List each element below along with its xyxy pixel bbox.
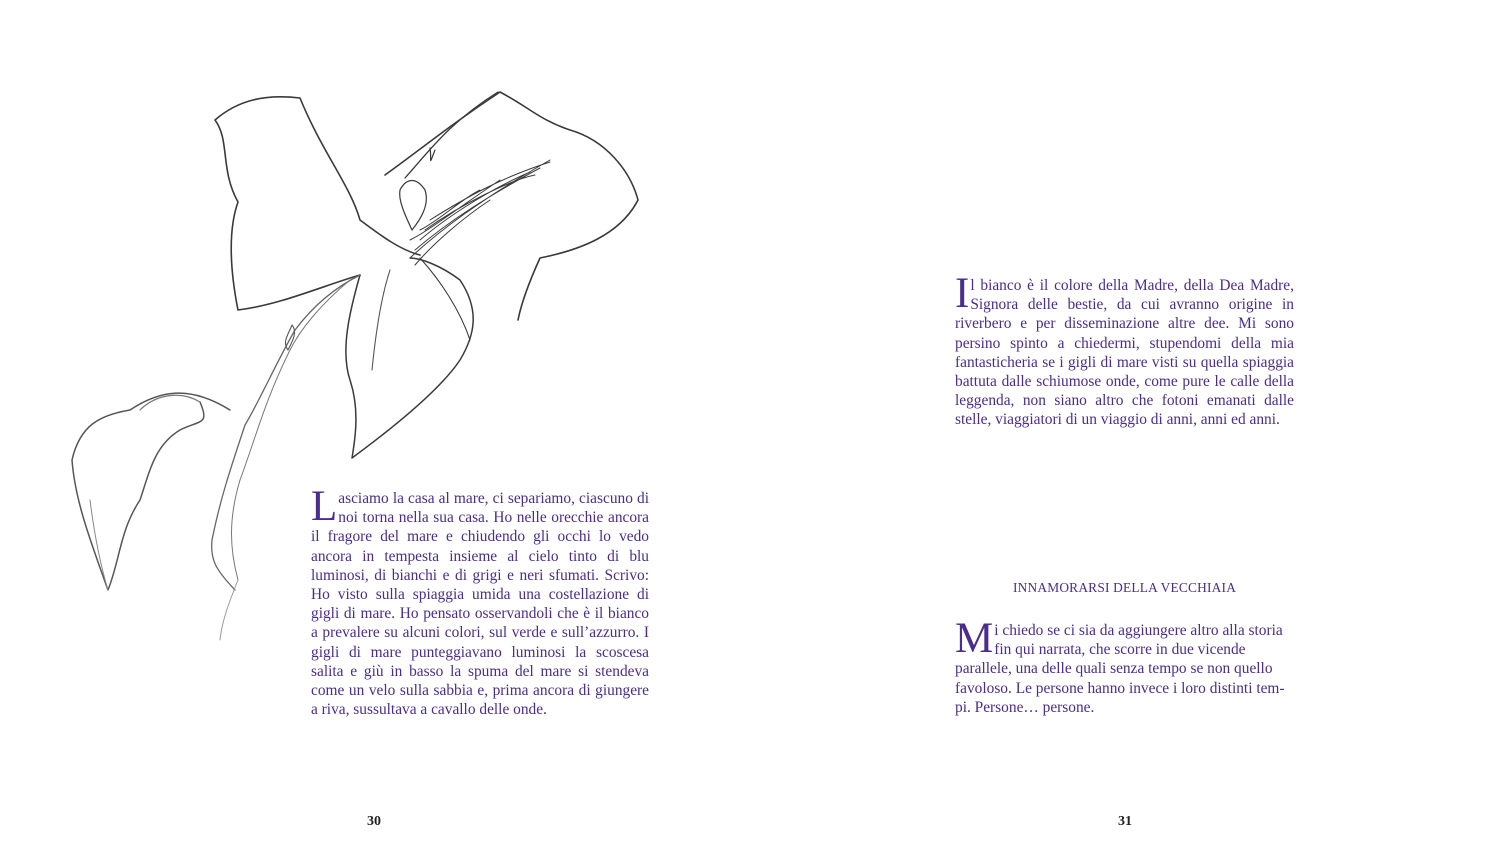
paragraph-text: i chiedo se ci sia da aggiungere altro alla storia fin qui narrata, che scorre in due vicende parallele, una delle quali senza tempo se non quello favoloso. Le persone hanno invece i loro distinti tempi. Persone… persone.	[955, 622, 1285, 716]
body-paragraph-left	[311, 483, 649, 719]
body-paragraph-right-top	[955, 270, 1294, 430]
sketch-stamen	[410, 160, 550, 265]
section-title: INNAMORARSI DELLA VECCHIAIA	[1012, 580, 1237, 595]
body-paragraph-right-bottom	[955, 615, 1294, 717]
sketch-petal-bottom	[346, 258, 473, 458]
page-number: 31	[1118, 814, 1132, 829]
sketch-petal-top	[405, 92, 498, 178]
dropcap-letter: L	[311, 483, 338, 530]
sketch-petal-left	[215, 97, 420, 310]
paragraph-text: asciamo la casa al mare, ci separiamo, ciascuno di noi torna nella sua casa. Ho nelle orecchie ancora il fragore del mare e chiudendo gli occhi lo vedo ancora in tempesta insieme al cielo tinto di blu luminosi, di bianchi e di grigi e neri sfumati. Scrivo: Ho visto sulla spiaggia umida una costellazione di gigli di mare. Ho pensato osservandoli che è il bianco a prevalere su alcuni colori, sul verde e sull’azzurro. I gigli di mare punteggiavano luminosi la scoscesa salita e giù in basso la spuma del mare si stendeva come un velo sulla sabbia e, prima ancora di giungere a riva, sussultava a cavallo delle onde.	[311, 490, 649, 719]
paragraph-text: l bianco è il colore della Madre, della Dea Madre, Signora delle bestie, da cui avranno origine in riverbero e per disseminazione altre dee. Mi sono persino spinto a chiedermi, stupendomi della mia fantasticheria se i gigli di mare visti su quella spiaggia battuta dalle schiumose onde, come pure le calle della leggenda, non siano altro che fotoni emanati dalle stelle, viaggiatori di un viaggio di anni, anni ed anni.	[955, 277, 1294, 429]
page-number: 30	[367, 814, 381, 829]
sketch-leaf	[72, 393, 230, 590]
dropcap-letter: M	[955, 615, 994, 662]
right-page	[750, 0, 1500, 862]
dropcap-letter: I	[955, 270, 970, 317]
sketch-petal-right	[385, 92, 638, 320]
